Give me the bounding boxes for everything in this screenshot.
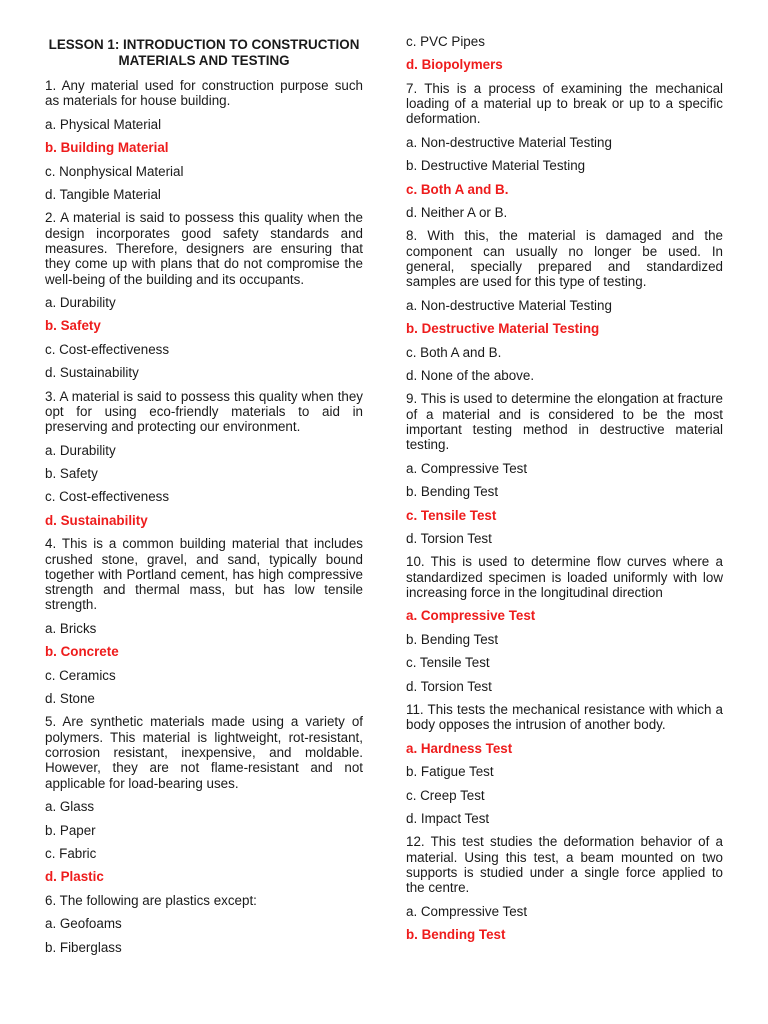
answer-option: c. PVC Pipes (406, 34, 485, 49)
answer-option: c. Cost-effectiveness (45, 341, 170, 357)
question-text: 1. Any material used for construction purpose such as materials for house building. (45, 78, 363, 109)
answer-option: c. Both A and B. (406, 344, 502, 360)
answer-option: b. Fiberglass (45, 939, 122, 955)
correct-answer-option: b. Destructive Material Testing (406, 321, 600, 337)
answer-option: a. Compressive Test (406, 903, 528, 919)
answer-option: c. Ceramics (45, 667, 116, 683)
answer-option: d. Impact Test (406, 810, 490, 826)
answer-option: a. Compressive Test (406, 460, 528, 476)
correct-answer-option: b. Bending Test (406, 927, 506, 943)
answer-option: d. Torsion Test (406, 530, 492, 546)
answer-option: d. Stone (45, 691, 95, 707)
question-text: 8. With this, the material is damaged and the component can usually no longer be used. In general, specially prepared and standardized samples are used for this type of testing. (406, 228, 723, 290)
answer-option: a. Durability (45, 295, 116, 311)
correct-answer-option: d. Biopolymers (406, 57, 503, 73)
answer-option: a. Non-destructive Material Testing (406, 134, 612, 150)
right-column (406, 34, 723, 950)
answer-option: b. Safety (45, 466, 98, 482)
answer-option: d. None of the above. (406, 367, 535, 383)
question-text: 12. This test studies the deformation behavior of a material. Using this test, a beam mounted on two supports is studied under a single force applied to the centre. (406, 834, 723, 896)
question-text: 4. This is a common building material that includes crushed stone, gravel, and sand, typically bound together with Portland cement, has high compressive strength and thermal mass, but has low tensile strength. (45, 536, 363, 613)
answer-option: d. Torsion Test (406, 678, 492, 694)
lesson-title: LESSON 1: INTRODUCTION TO CONSTRUCTION MATERIALS AND TESTING (48, 37, 360, 68)
answer-option: b. Bending Test (406, 484, 499, 500)
answer-option: c. Tensile Test (406, 655, 490, 671)
question-text: 3. A material is said to possess this quality when they opt for using eco-friendly materials to aid in preserving and protecting our environment. (45, 388, 363, 435)
question-text: 5. Are synthetic materials made using a variety of polymers. This material is lightweight, rot-resistant, corrosion resistant, inexpensive, and moldable. However, they are not flame-resistant and not applicable for load-bearing uses. (45, 714, 363, 791)
correct-answer-option: a. Compressive Test (406, 608, 536, 624)
correct-answer-option: c. Both A and B. (406, 181, 509, 197)
answer-option: d. Sustainability (45, 365, 139, 381)
correct-answer-option: b. Concrete (45, 644, 119, 660)
answer-option: c. Nonphysical Material (45, 163, 184, 179)
correct-answer-option: c. Tensile Test (406, 507, 497, 523)
correct-answer-option: a. Hardness Test (406, 740, 513, 756)
answer-option: a. Non-destructive Material Testing (406, 297, 612, 313)
answer-option: b. Paper (45, 822, 96, 838)
answer-option: a. Physical Material (45, 116, 162, 132)
question-text: 9. This is used to determine the elongation at fracture of a material and is considered to be the most important testing method in destructive material testing. (406, 391, 723, 453)
answer-option: c. Cost-effectiveness (45, 489, 170, 505)
question-text: 7. This is a process of examining the mechanical loading of a material up to break or up to a specific deformation. (406, 80, 723, 127)
question-text: 6. The following are plastics except: (45, 892, 257, 908)
answer-option: b. Fatigue Test (406, 764, 494, 780)
left-column (45, 34, 363, 963)
answer-option: b. Bending Test (406, 631, 499, 647)
answer-option: d. Neither A or B. (406, 205, 508, 221)
answer-option: a. Bricks (45, 620, 97, 636)
correct-answer-option: d. Sustainability (45, 512, 148, 528)
answer-option: c. Creep Test (406, 787, 485, 803)
answer-option: a. Glass (45, 799, 95, 815)
question-text: 10. This is used to determine flow curves where a standardized specimen is loaded uniformly with low increasing force in the longitudinal direction (406, 554, 723, 600)
correct-answer-option: b. Safety (45, 318, 101, 334)
answer-option: d. Tangible Material (45, 186, 161, 202)
correct-answer-option: d. Plastic (45, 869, 104, 885)
question-text: 11. This tests the mechanical resistance with which a body opposes the intrusion of another body. (406, 701, 723, 733)
answer-option: b. Destructive Material Testing (406, 158, 586, 174)
answer-option: a. Durability (45, 442, 116, 458)
question-text: 2. A material is said to possess this quality when the design incorporates good safety standards and measures. Therefore, designers are ensuring that they come up with plans that do not compromise the well-being of the building and its occupants. (45, 210, 363, 287)
answer-option: c. Fabric (45, 845, 97, 861)
correct-answer-option: b. Building Material (45, 140, 169, 156)
answer-option: a. Geofoams (45, 916, 122, 932)
